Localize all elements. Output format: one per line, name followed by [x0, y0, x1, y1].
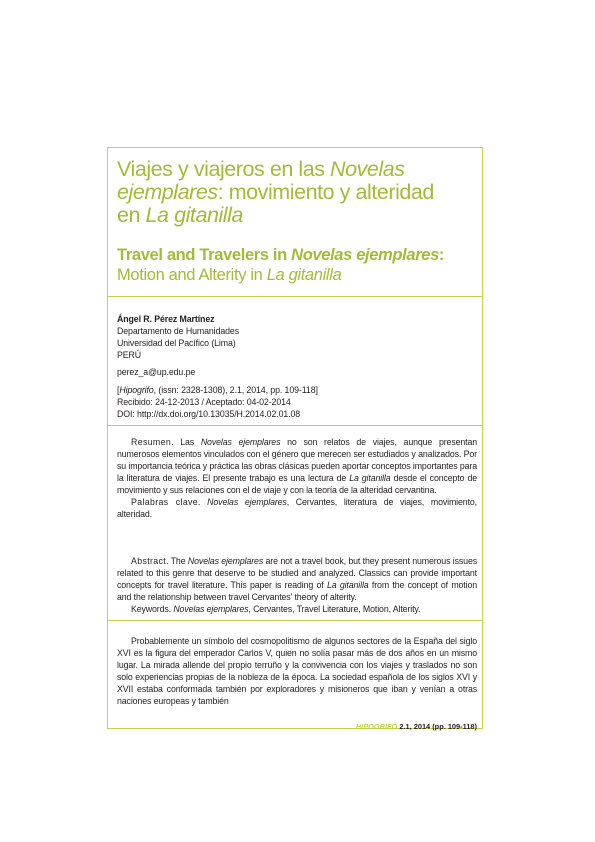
- palabras-clave-text: , Cervantes, literatura de viajes, movimiento, alteridad.: [117, 497, 477, 520]
- citation-block: [117, 384, 477, 420]
- keywords-label: Keywords: [131, 604, 169, 615]
- resumen-text: . Las: [171, 437, 201, 447]
- keywords-italic: Novelas ejemplares: [173, 604, 249, 615]
- title-es-italic: La gitanilla: [145, 203, 243, 227]
- journal-name: Hipogrifo: [119, 385, 154, 395]
- author-country: PERÚ: [117, 350, 142, 360]
- doi-link[interactable]: DOI: http://dx.doi.org/10.13035/H.2014.02.01.08: [117, 409, 301, 419]
- title-en-italic: La gitanilla: [266, 266, 342, 284]
- abstract-italic: Novelas ejemplares: [187, 556, 264, 566]
- abstract-paragraph: [117, 555, 477, 603]
- citation-details: , (issn: 2328-1308), 2.1, 2014, pp. 109-118]: [153, 385, 318, 395]
- author-university: Universidad del Pacífico (Lima): [117, 338, 236, 348]
- abstract-label: Abstract: [131, 556, 167, 566]
- title-es-text: Viajes y viajeros en las: [117, 157, 331, 181]
- author-department: Departamento de Humanidades: [117, 326, 239, 336]
- palabras-clave-text: .: [198, 497, 208, 508]
- resumen-paragraph: [117, 436, 477, 496]
- author-name: Ángel R. Pérez Martínez: [117, 314, 215, 324]
- keywords-text: .: [168, 604, 174, 615]
- separator-rule: [107, 296, 483, 297]
- title-spanish: [117, 158, 477, 227]
- abstract-section: [117, 555, 477, 615]
- body-paragraph: Probablemente un símbolo del cosmopolitismo de algunos sectores de la España del siglo XVI es la figura del emperador Carlos V, quien no solía pasar más de dos años en un mismo lugar. La mirada allende del propio terruño y la convivencia con los viajes y traslados no son solo experiencias propias de la nobleza de la época. La sociedad española de los siglos XVI y XVII estaba conformada también por exploradores y misioneros que iban y venían a otras naciones europeas y también: [117, 636, 477, 707]
- resumen-text: no son relatos de viajes, aunque presentan numerosos elementos vinculados con el género que merecen ser estudiados y analizados. Por su importancia teórica y práctica las obras clásicas pueden aportar conceptos importantes para la literatura de viajes. El presente trabajo es una lectura de: [117, 437, 478, 484]
- title-es-text: : movimiento y alteridad: [217, 180, 434, 204]
- keywords-paragraph: [117, 603, 477, 615]
- palabras-clave-paragraph: [117, 496, 477, 520]
- title-en-text: :: [438, 246, 445, 264]
- resumen-text: desde el concepto de movimiento y sus relaciones con el de viaje y con la teoría de la alteridad cervantina.: [117, 473, 478, 496]
- received-dates: Recibido: 24-12-2013 / Aceptado: 04-02-2014: [117, 397, 291, 407]
- separator-rule: [107, 620, 483, 621]
- palabras-clave-label: Palabras clave: [131, 497, 199, 508]
- title-english: [117, 245, 477, 285]
- title-en-italic: Novelas ejemplares: [291, 246, 439, 264]
- footer-journal: HIPOGRIFO: [355, 722, 398, 731]
- resumen-italic: Novelas ejemplares: [200, 437, 281, 447]
- separator-rule: [107, 425, 483, 426]
- title-es-italic: Novelas: [330, 157, 405, 181]
- resumen-italic: La gitanilla: [349, 473, 391, 484]
- keywords-text: , Cervantes, Travel Literature, Motion, Alterity.: [248, 604, 421, 615]
- abstract-text: . The: [166, 556, 188, 566]
- page-footer: [237, 722, 477, 731]
- author-block: [117, 313, 477, 378]
- resumen-section: [117, 436, 477, 520]
- citation-line: [Hipogrifo, (issn: 2328-1308), 2.1, 2014, pp. 109-118]: [117, 385, 318, 395]
- abstract-text: are not a travel book, but they present numerous issues related to this genre that deserve to be studied and analyzed. Classics can provide important concepts for travel literature. This paper is reading of: [117, 556, 477, 591]
- title-es-italic: ejemplares: [117, 180, 218, 204]
- palabras-clave-italic: Novelas ejemplares: [207, 497, 287, 508]
- abstract-italic: La gitanilla: [326, 580, 369, 591]
- title-en-line1: [117, 246, 444, 264]
- title-en-text: Motion and Alterity in: [117, 266, 267, 284]
- title-es-text: en: [117, 203, 146, 227]
- abstract-text: from the concept of motion and the relationship between travel Cervantes' theory of alterity.: [117, 580, 477, 603]
- title-en-text: Travel and Travelers in: [117, 246, 292, 264]
- footer-issue: 2.1, 2014 (pp. 109-118): [397, 722, 477, 731]
- resumen-label: Resumen: [131, 437, 172, 447]
- author-email[interactable]: perez_a@up.edu.pe: [117, 367, 196, 377]
